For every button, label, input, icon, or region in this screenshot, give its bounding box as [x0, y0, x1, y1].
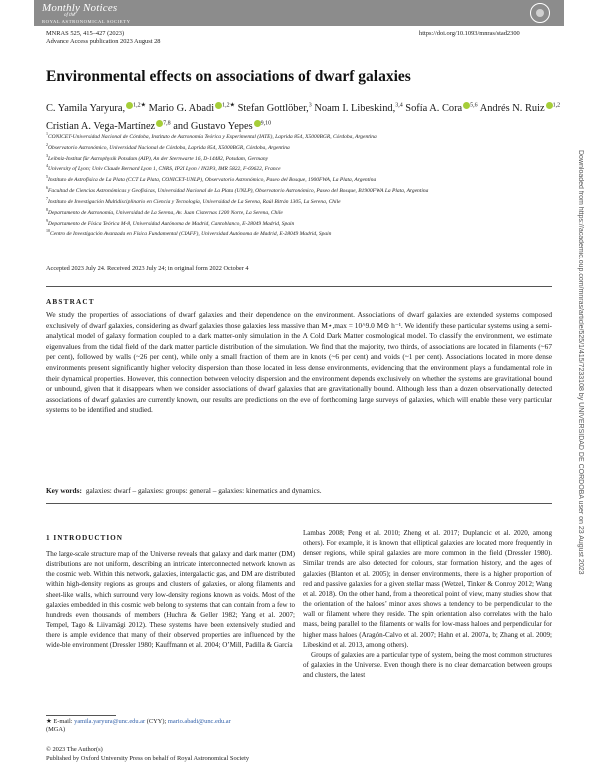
body-column-left [46, 549, 295, 651]
affiliation [46, 195, 556, 206]
divider [46, 503, 552, 504]
author-name: C. Yamila Yaryura, [46, 103, 126, 115]
affiliation-list [46, 130, 556, 238]
email-owner: (MGA) [46, 726, 66, 734]
affiliation-text: Instituto de Investigación Multidisciplinario en Ciencia y Tecnología, Universidad de La Serena, Raúl Bitrán 1305, La Serena, Chile [48, 198, 341, 205]
author [238, 103, 312, 114]
affiliation [46, 227, 556, 238]
divider [46, 286, 552, 287]
author-affiliation-marker: 3 [308, 103, 312, 109]
author-name: and Gustavo Yepes [173, 120, 253, 132]
author-name: Cristian A. Vega-Martínez [46, 120, 156, 132]
affiliation-number: 10 [46, 228, 50, 234]
keywords [46, 486, 552, 495]
abstract-heading: ABSTRACT [46, 298, 95, 306]
affiliation-text: Centro de Investigación Avanzada en Física Fundamental (CIAFF), Universidad Autónoma de Madrid, E-28049 Madrid, Spain [50, 231, 332, 238]
author-affiliation-marker: 5,6 [470, 103, 478, 109]
paragraph: Groups of galaxies are a particular type of system, being the most common structures of galaxies in the Universe. Even though there is no clear demarcation between groups and clusters, the latest [303, 650, 552, 680]
paragraph: Lambas 2008; Peng et al. 2010; Zheng et al. 2017; Duplancic et al. 2020, among others). For example, it is known that elliptical galaxies are located more frequently in denser regions, while spiral galaxies are more common in the field (Dressler 1980). Similar trends are also detected for colours, star formation history, and the ages of galaxies (Blanton et al. 2005); in denser environments, there is a higher proportion of red and passive galaxies for a given stellar mass (Wetzel, Tinker & Conroy 2012; Wang et al. 2018). On the other hand, from a theoretical point of view, many studies show that the orientation of the haloes’ minor axes shows a tendency to be perpendicular to the wall or filament where they reside. The spin orientation also correlates with the halo mass, being parallel to the filaments or walls for low-mass haloes and perpendicular for higher mass haloes (Aragón-Calvo et al. 2007; Hahn et al. 2007a, b; Zhang et al. 2009; Libeskind et al. 2013, among others). [303, 529, 552, 649]
affiliation-number: 9 [46, 217, 48, 223]
author-affiliation-marker: 1,2 [552, 103, 561, 109]
copyright-line: © 2023 The Author(s) [46, 746, 103, 753]
received-accepted-dates: Accepted 2023 July 24. Received 2023 July 24; in original form 2022 October 4 [46, 265, 249, 272]
citation: MNRAS 525, 415–427 (2023) [46, 30, 125, 37]
affiliation-number: 6 [46, 185, 48, 191]
author-affiliation-marker: 9,10 [260, 120, 272, 127]
affiliation-text: Leibniz-Institut für Astrophysik Potsdam (AIP), An der Sternwarte 16, D-14482, Potsdam, Germany [48, 155, 269, 162]
affiliation-text: Facultad de Ciencias Astronómicas y Geofísicas, Universidad Nacional de La Plata (UNLP), Observatorio Astronómico, Paseo del Bosque, B1900FWA La Plata, Argentina [48, 187, 429, 194]
affiliation [46, 173, 556, 184]
journal-banner [34, 0, 564, 26]
orcid-icon[interactable] [546, 102, 553, 109]
affiliation [46, 141, 556, 152]
keywords-text: galaxies: dwarf – galaxies: groups: general – galaxies: kinematics and dynamics. [85, 486, 322, 495]
doi-link[interactable]: https://doi.org/10.1093/mnras/stad2300 [419, 30, 520, 37]
copyright [46, 746, 326, 763]
affiliation-text: Observatorio Astronómico, Universidad Nacional de Córdoba, Laprida 854, X5000BGR, Córdoba, Argentina [48, 144, 290, 151]
affiliation [46, 206, 556, 217]
author-name: Stefan Gottlöber, [237, 103, 309, 115]
affiliation-text: University of Lyon; Univ Claude Bernard Lyon 1, CNRS, IP2I Lyon / IN2P3, IMR 5822, F-69622, France [48, 166, 281, 173]
affiliation [46, 184, 556, 195]
author [405, 103, 477, 114]
author-list [46, 99, 566, 134]
affiliation-text: Departamento de Física Teórica M-8, Universidad Autónoma de Madrid, Cantoblanco, E-28049 Madrid, Spain [48, 220, 295, 227]
paragraph: The large-scale structure map of the Universe reveals that galaxy and dark matter (DM) distributions are not uniform, describing an intricate interconnected network known as the cosmic web. Within this network, galaxies, intergalactic gas, and DM are distributed within high-density regions as groups and clusters of galaxies, or along filaments and sheet-like walls, which surround very low-density regions known as voids. Most of the galaxies embedded in this cosmic web belong to systems that can contain from a few to hundreds even thousands of members (Huchra & Geller 1982; Yang et al. 2007; Tempel, Tago & Liivamägi 2012). These systems have been extensively studied and there is ample evidence that many of their observed properties are influenced by the wide-ble environment (Dressler 1980; Kauffmann et al. 2004; O’Mill, Padilla & García [46, 550, 295, 650]
affiliation-number: 4 [46, 163, 48, 169]
journal-name-of: of the [64, 13, 76, 18]
society-crest-icon [530, 3, 550, 23]
affiliation [46, 130, 556, 141]
keywords-label: Key words: [46, 486, 82, 495]
author-affiliation-marker: 7,8 [163, 120, 171, 127]
author [480, 103, 560, 114]
author-affiliation-marker: 1,2★ [133, 103, 146, 109]
advance-access: Advance Access publication 2023 August 28 [46, 38, 161, 45]
affiliation-text: Instituto de Astrofísica de La Plata (CCT La Plata, CONICET-UNLP), Observatorio Astronómico, Paseo del Bosque, 1900FWA, La Plata, Argentina [48, 177, 377, 184]
affiliation-number: 7 [46, 195, 48, 201]
affiliation-text: Departamento de Astronomía, Universidad de La Serena, Av. Juan Cisternas 1200 Norte, La Serena, Chile [48, 209, 283, 216]
footnote [46, 718, 296, 735]
affiliation-number: 5 [46, 174, 48, 180]
footnote-divider [46, 715, 116, 716]
abstract-text: We study the properties of associations of dwarf galaxies and their dependence on the environment. Associations of dwarf galaxies are extended systems composed exclusively of dwarf galaxies, considering as dwarf galaxies those galaxies less massive than M⋆,max = 10^9.0 M⊙ h⁻¹. We identify these particular systems using a semi-analytical model of galaxy formation coupled to a dark matter-only simulation in the Λ Cold Dark Matter cosmological model. To classify the environment, we estimate eigenvalues from the tidal field of the dark matter particle distribution of the simulation. We find that the majority, two thirds, of associations are located in filaments (~67 per cent), followed by walls (~26 per cent), while only a small fraction of them are in knots (~6 per cent) and voids (~1 per cent). Associations located in more dense environments present significantly higher velocity dispersion than those located in less dense environments, evidencing that the environment plays a fundamental role in their dynamical properties. However, this connection between velocity dispersion and the environment depends exclusively on whether the systems are gravitational bound or unbound, given that it disappears when we consider associations of dwarf galaxies that are gravitationally bound. Although less than a dozen observationally detected associations of dwarf galaxies are currently known, our results are predictions on the eve of forthcoming large surveys of galaxies, which will enable these very particular systems to be identified and studied. [46, 310, 552, 415]
journal-name: Monthly Notices [42, 2, 118, 14]
affiliation-number: 2 [46, 141, 48, 147]
author-name: Andrés N. Ruiz [479, 103, 545, 115]
journal-society: ROYAL ASTRONOMICAL SOCIETY [42, 19, 131, 24]
author-affiliation-marker: 3,4 [395, 103, 403, 109]
affiliation-text: CONICET-Universidad Nacional de Córdoba, Instituto de Astronomía Teórica y Experimental (IATE), Laprida 854, X5000BGR, Córdoba, Argentina [48, 133, 377, 140]
affiliation [46, 162, 556, 173]
affiliation [46, 152, 556, 163]
affiliation-number: 1 [46, 131, 48, 136]
download-note: Downloaded from https://academic.oup.com/mnras/article/525/1/415/7233108 by UNIVERSIDAD DE CORDOBA user on 23 August 2023 [577, 150, 584, 575]
author-affiliation-marker: 1,2★ [222, 103, 235, 109]
affiliation [46, 217, 556, 228]
author [314, 103, 402, 114]
author-name: Mario G. Abadi [148, 103, 215, 115]
section-heading: 1 INTRODUCTION [46, 534, 123, 542]
email-link[interactable]: mario.abadi@unc.edu.ar [167, 718, 231, 725]
affiliation-number: 8 [46, 206, 48, 212]
publisher-line: Published by Oxford University Press on behalf of Royal Astronomical Society [46, 754, 250, 762]
email-link[interactable]: yamila.yaryura@unc.edu.ar [74, 718, 146, 725]
author-name: Noam I. Libeskind, [314, 103, 396, 115]
orcid-icon[interactable] [254, 120, 261, 127]
author [46, 103, 146, 114]
author [149, 103, 235, 114]
footnote-star: ★ [46, 718, 52, 725]
body-column-right [303, 528, 552, 680]
affiliation-number: 3 [46, 152, 48, 158]
email-owner: (CYY); [146, 718, 167, 725]
paper-title: Environmental effects on associations of dwarf galaxies [46, 68, 411, 85]
author-name: Sofía A. Cora [405, 103, 463, 115]
footnote-label: E-mail: [53, 718, 73, 725]
